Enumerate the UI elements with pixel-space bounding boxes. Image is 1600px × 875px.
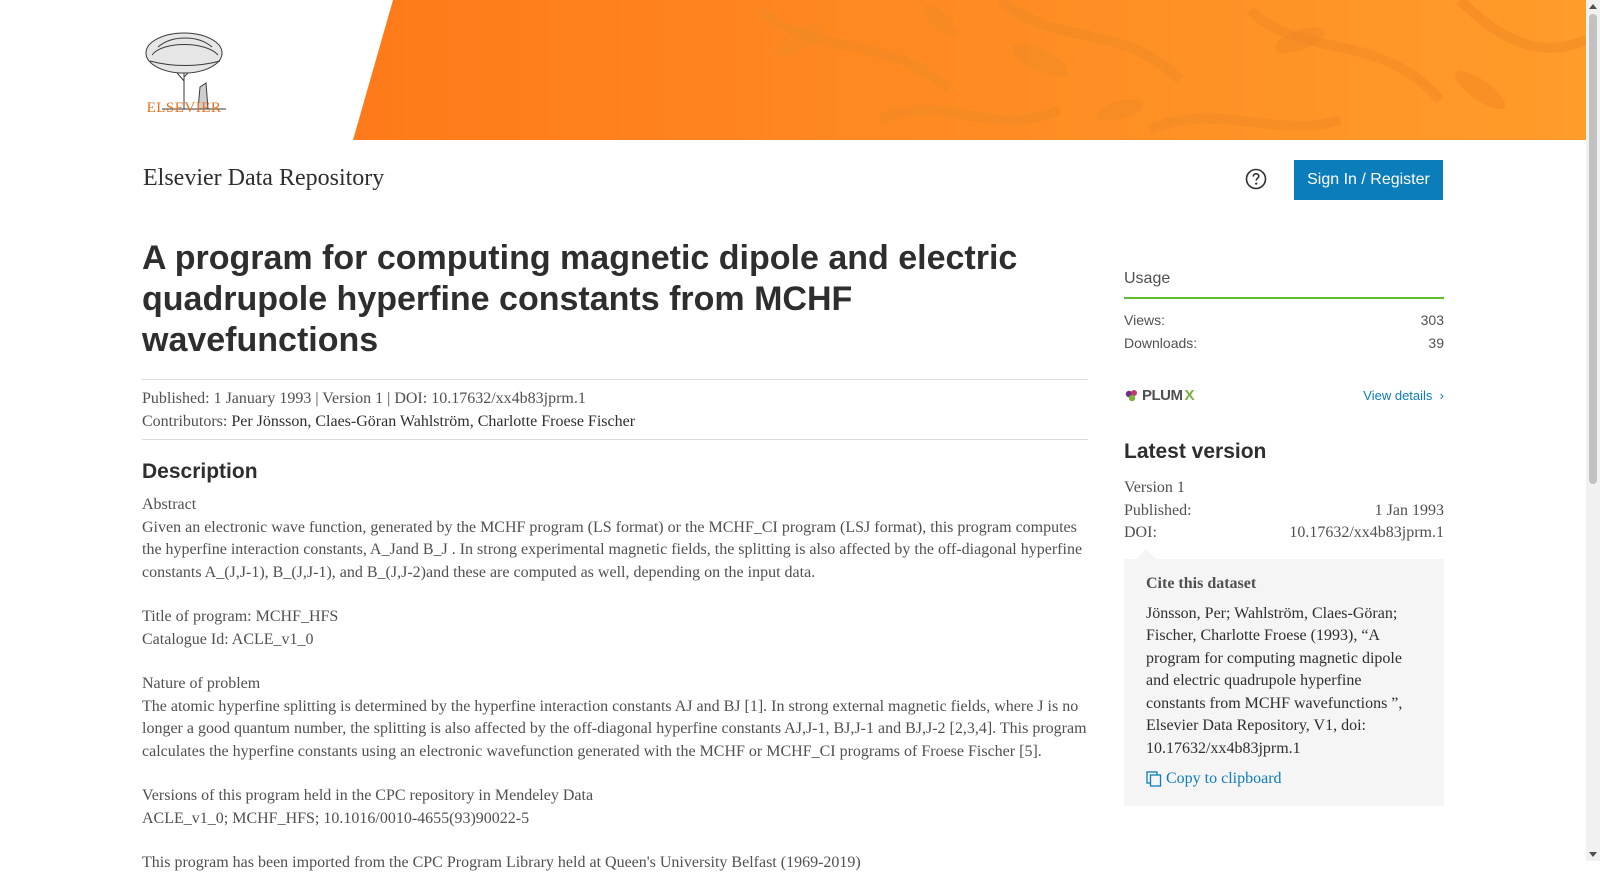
- published-line: Published: 1 January 1993 | Version 1 | DOI: 10.17632/xx4b83jprm.1: [142, 390, 586, 407]
- contributors-line: [142, 410, 1088, 433]
- header-banner: [0, 0, 1586, 140]
- latest-version-heading: Latest version: [1124, 440, 1267, 463]
- latest-version-info: [1124, 477, 1444, 545]
- cite-dataset-box: [1124, 559, 1444, 807]
- abstract-text: Given an electronic wave function, generated by the MCHF program (LS format) or the MCHF_CI program (LSJ format), this program computes the hyperfine interaction constants, A_Jand B_J . In strong experimental magnetic fields, the splitting is also affected by the off-diagonal hyperfine constants A_(J,J-1), B_(J,J-1), and B_(J,J-2)and these are computed as well, depending on the input data.: [142, 518, 1083, 581]
- latest-doi-label: DOI:: [1124, 524, 1157, 541]
- view-details-label: View details: [1363, 388, 1433, 403]
- plumx-flower-icon: [1124, 388, 1140, 404]
- plumx-word: PLUM: [1142, 387, 1183, 404]
- cite-heading: Cite this dataset: [1146, 574, 1257, 592]
- imported-text: This program has been imported from the CPC Program Library held at Queen's University Belfast (1969-2019): [142, 854, 861, 871]
- view-details-link[interactable]: [1363, 388, 1444, 403]
- catalogue-id: Catalogue Id: ACLE_v1_0: [142, 630, 314, 648]
- plumx-row: [1124, 387, 1444, 404]
- downloads-value: 39: [1428, 335, 1444, 351]
- views-value: 303: [1420, 312, 1444, 328]
- dataset-title: A program for computing magnetic dipole and electric quadrupole hyperfine constants from MCHF wavefunctions: [142, 239, 1018, 359]
- copy-icon: [1146, 771, 1162, 787]
- usage-heading: Usage: [1124, 270, 1444, 299]
- dataset-meta: [142, 379, 1088, 440]
- sidebar: [1124, 270, 1444, 806]
- scroll-down-arrow-icon[interactable]: [1589, 852, 1597, 857]
- page-scrollbar[interactable]: [1586, 0, 1600, 861]
- nature-text: The atomic hyperfine splitting is determined by the hyperfine interaction constants AJ and BJ [1]. In strong external magnetic fields, where J is no longer a good quantum number, the splitting is also affected by the off-diagonal hyperfine constants AJ,J-1, BJ,J-1 and BJ,J-2 [2,3,4]. This program calculates the hyperfine constants using an electronic wavefunction generated with the MCHF or MCHF_CI programs of Froese Fischer [5].: [142, 697, 1087, 760]
- downloads-row: [1124, 332, 1444, 355]
- contributors-names[interactable]: Per Jönsson, Claes-Göran Wahlström, Charlotte Froese Fischer: [231, 413, 636, 430]
- site-title[interactable]: Elsevier Data Repository: [143, 165, 385, 191]
- nature-label: Nature of problem: [142, 675, 261, 692]
- contributors-label: Contributors:: [142, 413, 228, 430]
- question-circle-icon[interactable]: [1245, 168, 1267, 190]
- banner-artwork: [0, 0, 1586, 140]
- latest-published-label: Published:: [1124, 501, 1192, 519]
- versions-label: Versions of this program held in the CPC repository in Mendeley Data: [142, 787, 594, 804]
- plumx-x: X: [1184, 387, 1195, 404]
- abstract-label: Abstract: [142, 496, 197, 513]
- elsevier-wordmark: ELSEVIER: [146, 100, 222, 116]
- latest-version-number: Version 1: [1124, 479, 1185, 496]
- views-label: Views:: [1124, 312, 1165, 328]
- usage-stats: [1124, 309, 1444, 355]
- latest-doi-row: [1124, 522, 1444, 545]
- latest-doi-value[interactable]: 10.17632/xx4b83jprm.1: [1289, 524, 1444, 541]
- versions-text: ACLE_v1_0; MCHF_HFS; 10.1016/0010-4655(93)90022-5: [142, 809, 530, 827]
- scroll-up-arrow-icon[interactable]: [1589, 4, 1597, 9]
- citation-text: Jönsson, Per; Wahlström, Claes-Göran; Fischer, Charlotte Froese (1993), “A program for computing magnetic dipole and electric quadrupole hyperfine constants from MCHF wavefunctions ”, Elsevier Data Repository, V1, doi: 10.17632/xx4b83jprm.1: [1146, 604, 1403, 757]
- plumx-logo: [1124, 387, 1194, 404]
- latest-published-value: 1 Jan 1993: [1374, 501, 1444, 519]
- scrollbar-thumb[interactable]: [1589, 14, 1597, 484]
- title-of-program: Title of program: MCHF_HFS: [142, 608, 339, 625]
- main-content: [142, 238, 1088, 875]
- downloads-label: Downloads:: [1124, 335, 1198, 351]
- sign-in-register-button[interactable]: Sign In / Register: [1294, 160, 1443, 200]
- description-body: [142, 494, 1088, 875]
- latest-published-row: [1124, 500, 1444, 523]
- copy-to-clipboard-button[interactable]: [1146, 770, 1424, 788]
- copy-label: Copy to clipboard: [1166, 770, 1282, 787]
- views-row: [1124, 309, 1444, 332]
- chevron-right-icon: ›: [1436, 388, 1444, 403]
- description-heading: Description: [142, 460, 258, 483]
